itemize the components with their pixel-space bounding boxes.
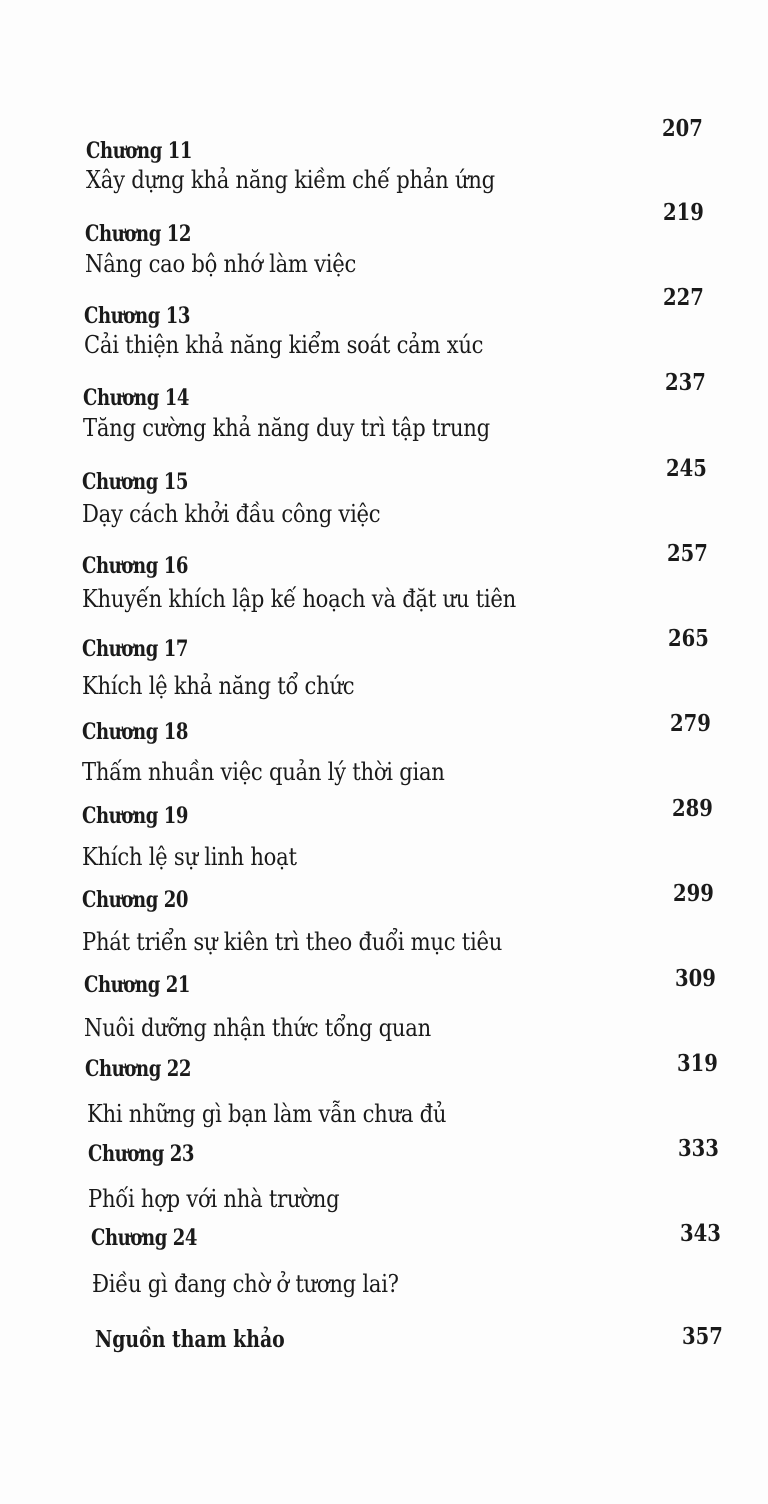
toc-chapter-label: Chương 24 bbox=[91, 1225, 198, 1251]
toc-chapter-title: Phát triển sự kiên trì theo đuổi mục tiêu bbox=[82, 928, 503, 956]
toc-chapter-label: Chương 16 bbox=[82, 553, 189, 579]
toc-chapter-label: Chương 12 bbox=[85, 221, 192, 247]
toc-chapter-label: Chương 22 bbox=[85, 1056, 192, 1082]
toc-chapter-title: Thấm nhuần việc quản lý thời gian bbox=[82, 758, 445, 786]
toc-chapter-label: Chương 15 bbox=[82, 469, 189, 495]
toc-chapter-title: Điều gì đang chờ ở tương lai? bbox=[92, 1270, 399, 1298]
toc-chapter-label: Chương 14 bbox=[83, 385, 190, 411]
toc-page-number: 265 bbox=[668, 625, 709, 652]
toc-chapter-label: Chương 21 bbox=[84, 972, 191, 998]
toc-chapter-label: Chương 11 bbox=[86, 138, 193, 164]
toc-page-number: 207 bbox=[662, 115, 703, 142]
toc-page-number: 319 bbox=[677, 1050, 718, 1077]
toc-chapter-title: Nâng cao bộ nhớ làm việc bbox=[85, 250, 357, 278]
toc-chapter-title: Khích lệ khả năng tổ chức bbox=[82, 672, 355, 700]
toc-chapter-label: Chương 17 bbox=[82, 636, 189, 662]
toc-page-number: 343 bbox=[680, 1220, 721, 1247]
toc-page-number: 299 bbox=[673, 880, 714, 907]
toc-chapter-title: Nuôi dưỡng nhận thức tổng quan bbox=[84, 1014, 431, 1042]
toc-page-number: 257 bbox=[667, 540, 708, 567]
toc-page-number: 309 bbox=[675, 965, 716, 992]
toc-page-number: 289 bbox=[672, 795, 713, 822]
toc-page-number: 245 bbox=[666, 455, 707, 482]
toc-chapter-title: Khuyến khích lập kế hoạch và đặt ưu tiên bbox=[82, 585, 516, 613]
toc-chapter-title: Khích lệ sự linh hoạt bbox=[82, 843, 297, 871]
toc-chapter-title: Khi những gì bạn làm vẫn chưa đủ bbox=[87, 1100, 447, 1128]
toc-references-title: Nguồn tham khảo bbox=[95, 1326, 285, 1353]
toc-chapter-title: Phối hợp với nhà trường bbox=[88, 1185, 340, 1213]
toc-page-number: 219 bbox=[663, 199, 704, 226]
toc-chapter-title: Xây dựng khả năng kiềm chế phản ứng bbox=[86, 166, 495, 194]
toc-chapter-title: Tăng cường khả năng duy trì tập trung bbox=[83, 414, 490, 442]
toc-page-number: 227 bbox=[663, 284, 704, 311]
toc-chapter-title: Cải thiện khả năng kiểm soát cảm xúc bbox=[84, 331, 484, 359]
toc-chapter-label: Chương 23 bbox=[88, 1141, 195, 1167]
toc-page-number: 279 bbox=[670, 710, 711, 737]
toc-page-number: 237 bbox=[665, 369, 706, 396]
toc-page-number: 357 bbox=[682, 1323, 723, 1350]
toc-chapter-label: Chương 13 bbox=[84, 303, 191, 329]
toc-chapter-label: Chương 20 bbox=[82, 887, 189, 913]
toc-chapter-title: Dạy cách khởi đầu công việc bbox=[82, 500, 381, 528]
toc-chapter-label: Chương 18 bbox=[82, 719, 189, 745]
toc-page-number: 333 bbox=[678, 1135, 719, 1162]
toc-chapter-label: Chương 19 bbox=[82, 803, 189, 829]
